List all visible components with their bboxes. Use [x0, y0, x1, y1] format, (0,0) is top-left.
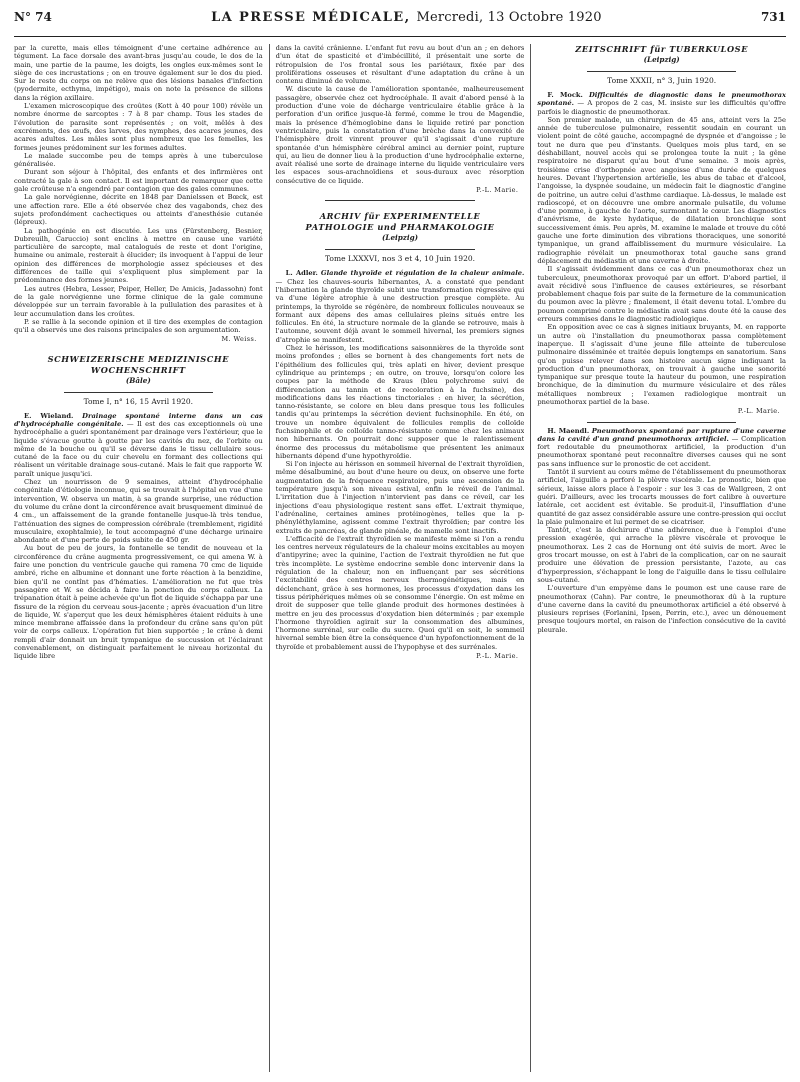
article-signature: P.-L. Marie.: [476, 186, 519, 195]
paragraph: La pathogénie en est discutée. Les uns (Fürstenberg, Besnier, Dubreuilh, Caruccio) sont enclins à mettre en cause une variété particulière de sarcopte, mal catalogués de reste et dont l'origine, humaine ou animale, resterait à élucider; ils invoquent à l'appui de leur opinion des différences de morphologie assez spécieuses et des différences de taille qui s'expliquent plus simplement par la prédominance des formes jeunes.: [14, 226, 263, 285]
paragraph: Tantôt il survient au cours même de l'établissement du pneumothorax artificiel, l'aiguille a perforé la plèvre viscérale. Le pronostic, bien que sérieux, laisse alors place à l'espoir : sur les 3 cas de Wallgreen, 2 ont guéri. D'ailleurs, avec les trocarts mousses de fort calibre à ouverture latérale, cet accident est évitable. Se produit-il, l'insufflation d'une quantité de gaz assez considérable assure une contre-pression qui occlut la plaie pulmonaire et lui permet de se cicatriser.: [537, 468, 786, 526]
journal-name: LA PRESSE MÉDICALE,: [211, 10, 411, 25]
paragraph: L'ouverture d'un empyème dans le poumon est une cause rare de pneumothorax (Cahn). Par contre, le pneumothorax dû à la rupture d'une caverne dans la cavité du pneumothorax artificiel a été observé à plusieurs reprises (Forlanini, Ipsen, Perrin, etc.), avec un dénouement presque toujours mortel, en raison de l'infection consécutive de la cavité pleurale.: [537, 584, 786, 634]
journal-city: (Leipzig): [381, 233, 419, 243]
article-paragraph: [537, 91, 786, 116]
article-title: Drainage spontané interne dans un cas d'hydrocéphalie congénitale.: [14, 411, 263, 428]
volume-info: Tome LXXXVI, nos 3 et 4, 10 Juin 1920.: [325, 254, 475, 264]
section-title-line: PATHOLOGIE und PHARMAKOLOGIE: [305, 222, 495, 233]
volume-info: Tome I, n° 16, 15 Avril 1920.: [83, 396, 194, 406]
section-title-line: ARCHIV für EXPERIMENTELLE: [319, 211, 481, 222]
paragraph: Chez un nourrisson de 9 semaines, atteint d'hydrocéphalie congénitale d'étiologie inconnue, qui se trouvait à l'hôpital en vue d'une intervention, W. observa un matin, à sa grande surprise, une réduction du volume du crâne dont la circonférence avait brusquement diminué de 4 cm., un affaissement de la grande fontanelle jusque-là très tendue, l'atténuation des signes de compression cérébrale (tremblement, rigidité musculaire, exophtalmie), le tout accompagné d'une décharge urinaire abondante et d'une perte de poids subite de 450 gr.: [14, 478, 263, 545]
paragraph: L'examen microscopique des croûtes (Kott à 40 pour 100) révèle un nombre énorme de sarcoptes : 7 à 8 par champ. Tous les stades de l'évolution de parasite sont représentés ; on voit, mêlés à des excréments, des œufs, des larves, des nymphes, des acares jeunes, des acares adultes. Les mâles sont plus nombreux que les femelles, les formes jeunes prédominent sur les formes adultes.: [14, 102, 263, 152]
article-paragraph: [14, 412, 263, 478]
paragraph: dans la cavité crânienne. L'enfant fut revu au bout d'un an ; en dehors d'un état de spasticité et d'imbécillité, il présentait une sorte de rétropulsion de l'os frontal sous les pariétaux, fixée par des proliférations osseuses et résultant d'une adaptation du crâne à un contenu diminué de volume.: [275, 44, 525, 86]
section-divider: [325, 249, 474, 250]
section-title-line: SCHWEIZERISCHE MEDIZINISCHE: [47, 353, 230, 364]
article-title: Difficultés de diagnostic dans le pneumothorax spontané.: [537, 91, 786, 108]
paragraph: Si l'on injecte au hérisson en sommeil hivernal de l'extrait thyroïdien, même désalbuminé, au bout d'une heure ou deux, on observe une forte augmentation de la fréquence respiratoire, puis une ascension de la température jusqu'à son niveau estival, enfin le réveil de l'animal. L'irritation due à l'injection n'intervient pas dans ce réveil, car les injections d'eau physiologique restent sans effet. L'extrait thymique, l'adrénaline, certaines amines protéinogènes, telles que la p-phényléthylamine, agissent comme l'extrait thyroïdien; par contre les extraits de pancréas, de glande pinéale, de mamelle sont inactifs.: [275, 460, 525, 535]
paragraph: Le malade succombe peu de temps après à une tuberculose généralisée.: [14, 151, 263, 169]
paragraph: P. se rallie à la seconde opinion et il tire des exemples de contagion qu'il a observés une des raisons principales de son argumentation.: [14, 317, 263, 335]
page-header: [14, 10, 786, 37]
journal-title: [211, 10, 602, 25]
paragraph: par la curette, mais elles témoignent d'une certaine adhérence au tégument. La face dorsale des avant-bras jusqu'au coude, le dos de la main, une partie de la paume, les doigts, les ongles eux-mêmes sont le siège de ces incrustations ; on en trouve également sur le dos du pied. Sur le reste du corps on ne relève que des lésions banales d'infection (pyodermite, ecthyma, impétigo), mais on note la présence de sillons dans la région axillaire.: [14, 44, 263, 102]
journal-city: (Bâle): [125, 375, 151, 385]
paragraph: W. discute la cause de l'amélioration spontanée, malheureusement passagère, observée chez cet hydrocéphale. Il avait d'abord pensé à la production d'une voie de décharge ventriculaire établie grâce à la perforation d'un orifice jusque-là fermé, comme le trou de Magendie, mais la présence d'hémoglobine dans le liquide retiré par ponction ventriculaire, puis la constatation d'une brèche dans la convexité de l'hémisphère droit vinrent prouver qu'il s'agissait d'une rupture spontanée d'un hémisphère cérébral aminci au dernier point, rupture qui, au lieu de donner lieu à la production d'une hydrocéphalie externe, avait réalisé une sorte de drainage interne du liquide ventriculaire vers les espaces sous-arachnoïdiens et sous-duraux avec résorption consécutive de ce liquide.: [275, 85, 525, 185]
journal-section-title: [14, 354, 263, 376]
article-signature: M. Weiss.: [221, 335, 257, 344]
section-divider: [587, 71, 736, 72]
paragraph: La gale norvégienne, décrite en 1848 par Danielssen et Bœck, est une affection rare. Elle a été observée chez des vagabonds, chez des sujets profondément cachectiques ou atteints d'anesthésie cutanée (lépreux).: [14, 193, 263, 227]
journal-city: (Leipzig): [643, 55, 680, 64]
article-title: Pneumothorax spontané par rupture d'une caverne dans la cavité d'un grand pneumothorax artificiel.: [537, 426, 786, 443]
article-author: H. Maendl.: [547, 426, 590, 435]
article-text: — Complication fort redoutable du pneumothorax artificiel, la production d'un pneumothorax spontané peut reconnaître diverses causes qui ne sont pas sans influence sur le pronostic de cet accident.: [537, 434, 786, 468]
issue-number: N° 74: [14, 10, 52, 24]
article-author: E. Wieland.: [24, 411, 74, 420]
column-right: [530, 44, 786, 1072]
article-columns: [14, 44, 786, 1072]
article-signature: P.-L. Marie.: [476, 652, 519, 660]
article-title: Glande thyroïde et régulation de la chaleur animale.: [320, 269, 525, 278]
paragraph: Son premier malade, un chirurgien de 45 ans, atteint vers la 25e année de tuberculose pulmonaire, ressentit soudain en courant un violent point de côté gauche, accompagné de dyspnée et d'angoisse ; le tout ne dura que peu d'instants. Quelques mois plus tard, en se déshabillant, nouvel accès qui se prolongea toute la nuit ; la gêne respiratoire ne disparut qu'au bout d'une semaine. 3 mois après, troisième crise d'orthopnée avec angoisse d'une durée de quelques heures. Devant l'hypertension artérielle, les abus de tabac et d'alcool, l'angoisse, la dyspnée soudaine, un médecin fait le diagnostic d'angine de poitrine, un autre celui d'asthme cardiaque. Là-dessus, le malade est radioscopé, et on découvre une ombre anormale pulsatile, du volume d'une pomme, à gauche de l'aorte, surmontant le cœur. Les diagnostics d'anévrisme, de kyste hydatique, de dilatation bronchique sont successivement émis. Peu après, M. examine le malade et trouve du côté gauche une forte diminution des vibrations thoraciques, une sonorité tympanique, un grand affaiblissement du murmure vésiculaire. La radiographie révélait un pneumothorax total gauche sans grand déplacement du médiastin et une caverne à droite.: [537, 115, 786, 265]
article-paragraph: [276, 269, 525, 344]
volume-info: Tome XXXII, n° 3, Juin 1920.: [607, 76, 717, 85]
article-signature: P.-L. Marie.: [737, 407, 781, 416]
paragraph: Tantôt, c'est la déchirure d'une adhérence, due à l'emploi d'une pression exagérée, qui arrache la plèvre viscérale et provoque le pneumothorax. Les 2 cas de Hornung ont été suivis de mort. Avec le gros trocart mousse, on est à l'abri de la complication, car on ne saurait produire une élévation de pression persistante, l'azote, au cas d'hyperpression, s'échappant le long de l'aiguille dans le tissu cellulaire sous-cutané.: [537, 526, 786, 584]
section-divider: [64, 392, 213, 393]
article-divider: [587, 422, 736, 423]
page-number: 731: [760, 10, 786, 24]
article-paragraph: [537, 427, 786, 468]
paragraph: En opposition avec ce cas à signes initiaux bruyants, M. en rapporte un autre où l'installation du pneumothorax passa complètement inaperçue. Il s'agissait d'une jeune fille atteinte de tuberculose pulmonaire disséminée et traitée depuis longtemps en sanatorium. Sans qu'on puisse relever dans son histoire aucun signe indiquant la production d'un pneumothorax, on trouvait à gauche une sonorité tympanique sur presque toute la hauteur du poumon, une respiration bronchique, de la diminution du murmure vésiculaire et des râles métalliques nombreux ; l'examen radiologique montrait un pneumothorax partiel de la base.: [537, 323, 786, 406]
article-author: L. Adler.: [285, 269, 318, 278]
paragraph: Il s'agissait évidemment dans ce cas d'un pneumothorax chez un tuberculeux, pneumothorax provoqué par un effort. D'abord partiel, il avait récidivé sous l'influence de causes extérieures, se résorbant probablement chaque fois par suite de la fermeture de la communication du poumon avec la plèvre ; finalement, il était devenu total. L'ombre du poumon comprimé contre le médiastin avait sans doute été la cause des erreurs commises dans le diagnostic radiologique.: [537, 265, 786, 324]
paragraph: Durant son séjour à l'hôpital, des enfants et des infirmières ont contracté la gale à son contact. Il est important de remarquer que cette gale croûteuse n'a engendré par contagion que des gales communes.: [14, 168, 263, 194]
paragraph: Au bout de peu de jours, la fontanelle se tendit de nouveau et la circonférence du crâne augmenta progressivement, ce qui amena W. à faire une ponction du ventricule gauche qui ramena 70 cmc de liquide ambré, riche en albumine et donnant une forte réaction à la benzidine, bien qu'il ne contînt pas d'hématies. L'amélioration ne fut que très passagère et W. se décida à faire la ponction du corps calleux. La trépanation était à peine achevée qu'un flot de liquide s'échappa par une fissure de la région du cerveau sous-jacente ; après évacuation d'un litre de liquide, W. s'aperçut que les deux hémisphères étaient réduits à une mince membrane affaissée dans la profondeur du crâne sans qu'on pût voir de corps calleux. L'opération fut bien supportée ; le crâne à demi rempli d'air donnait un bruit tympanique de succussion et l'éclairant convenablement, on distinguait parfaitement le niveau horizontal du liquide libre: [14, 544, 263, 661]
journal-section-title: ZEITSCHRIFT für TUBERKULOSE: [575, 44, 749, 54]
paragraph: Chez le hérisson, les modifications saisonnières de la thyroïde sont moins profondes ; elles se bornent à des changements fort nets de l'épithélium des follicules qui, très aplati en hiver, devient presque cylindrique au printemps ; en outre, on trouve, lorsqu'on colore les coupes par la méthode de Kraus (bleu polychrome suivi de différenciation au tannin et de recoloration à la fuchsine), des modifications dans les réactions tinctoriales : en hiver, la sécrétion, tanno-résistante, se colore en bleu dans presque tous les follicules tandis qu'au printemps la sécrétion devient fuchsinophile. En été, on trouve un nombre équivalent de follicules remplis de colloïde fuchsinophile et de colloïde tanno-résistante comme chez les animaux non hibernants. On pourrait donc supposer que le ralentissement énorme des processus du métabolisme que présentent les animaux hibernants dépend d'une hypothyroïdie.: [275, 344, 525, 460]
article-text: — Chez les chauves-souris hibernantes, A. a constaté que pendant l'hibernation la glande thyroïde subit une transformation régressive qui va d'une légère atrophie à une destruction presque complète. Au printemps, la thyroïde se régénère, de nombreux follicules nouveaux se formant aux dépens des amas cellulaires pleins situés entre les follicules. En été, la structure normale de la glande se retrouve, mais à l'automne, souvent déjà avant le sommeil hivernal, les premiers signes d'atrophie se manifestent.: [275, 277, 525, 344]
article-author: F. Mock.: [547, 91, 583, 99]
column-left: [14, 44, 263, 1072]
column-middle: [269, 44, 525, 1072]
journal-section-title: [276, 211, 525, 233]
article-text: — Il est des cas exceptionnels où une hydrocéphalie a guéri spontanément par drainage vers l'extérieur, que le liquide s'évacue goutte à goutte par les cavités du nez, de l'orbite ou même de la bouche ou qu'il se déverse dans le tissu cellulaire sous-cutané de la face ou du cuir chevelu en formant des collections qui réalisent un véritable drainage sous-cutané. Mais le fait que rapporte W. paraît unique jusqu'ici.: [14, 419, 263, 478]
section-divider: [325, 200, 474, 201]
issue-date: Mercredi, 13 Octobre 1920: [416, 10, 602, 25]
paragraph: Les autres (Hebra, Lesser, Peiper, Heller, De Amicis, Jadassohn) font de la gale norvégienne une forme clinique de la gale commune développée sur un terrain favorable à la pullulation des parasites et à leur accumulation dans les croûtes.: [14, 284, 263, 318]
section-title-line: WOCHENSCHRIFT: [90, 364, 186, 375]
paragraph: L'efficacité de l'extrait thyroïdien se manifeste même si l'on a rendu les centres nerveux régulateurs de la chaleur moins excitables au moyen d'antipyrine; avec la quinine, l'action de l'extrait thyroïdien ne fut que très incomplète. Le système endocrine semble donc intervenir dans la régulation de la chaleur, non en influençant par ses sécrétions l'excitabilité des centres nerveux thermogénétiques, mais en déclenchant, grâce à ses hormones, les processus d'oxydation dans les tissus périphériques mêmes où se consomme l'énergie. On est même en droit de supposer que telle glande produit des hormones destinées à mettre en jeu des processus d'oxydation bien déterminés ; par exemple l'hormone thyroïdien agirait sur la consommation des albumines, l'hormone surrénal, sur celle du sucre. Quoi qu'il en soit, le sommeil hivernal semble bien être la conséquence d'un hypofonctionnement de la thyroïde et probablement aussi de l'hypophyse et des surrénales.: [275, 534, 525, 651]
article-text: — A propos de 2 cas, M. insiste sur les difficultés qu'offre parfois le diagnostic de pneumothorax.: [537, 99, 786, 116]
